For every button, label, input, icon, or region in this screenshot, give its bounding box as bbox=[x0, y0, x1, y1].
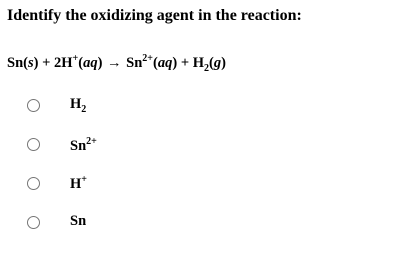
answer-option-label: Sn bbox=[70, 213, 87, 229]
radio-button[interactable] bbox=[27, 216, 40, 229]
radio-button[interactable] bbox=[27, 99, 40, 112]
reaction-arrow-icon: → bbox=[103, 55, 126, 71]
answer-option-sn[interactable] bbox=[0, 209, 220, 239]
equation-product-hydrogen-gas: + $H_2(g)$ bbox=[177, 55, 226, 74]
answer-option-label: $Sn^{2+}$ bbox=[70, 136, 97, 154]
radio-button[interactable] bbox=[27, 177, 40, 190]
answer-option-hplus[interactable] bbox=[0, 170, 220, 200]
question-prompt: Identify the oxidizing agent in the reaction: bbox=[7, 7, 302, 24]
answer-option-label: $H_2$ bbox=[70, 96, 87, 115]
radio-button[interactable] bbox=[27, 138, 40, 151]
equation-reactant-hydrogen-ion: + 2H+(aq) bbox=[38, 53, 103, 71]
equation-reactant-tin: Sn(s) bbox=[7, 55, 39, 71]
answer-option-h2[interactable] bbox=[0, 92, 220, 122]
answer-option-sn2plus[interactable] bbox=[0, 131, 220, 161]
equation-product-tin-ion: $Sn^{2+}(aq)$ bbox=[126, 53, 178, 71]
answer-option-label: H+ bbox=[70, 174, 87, 192]
